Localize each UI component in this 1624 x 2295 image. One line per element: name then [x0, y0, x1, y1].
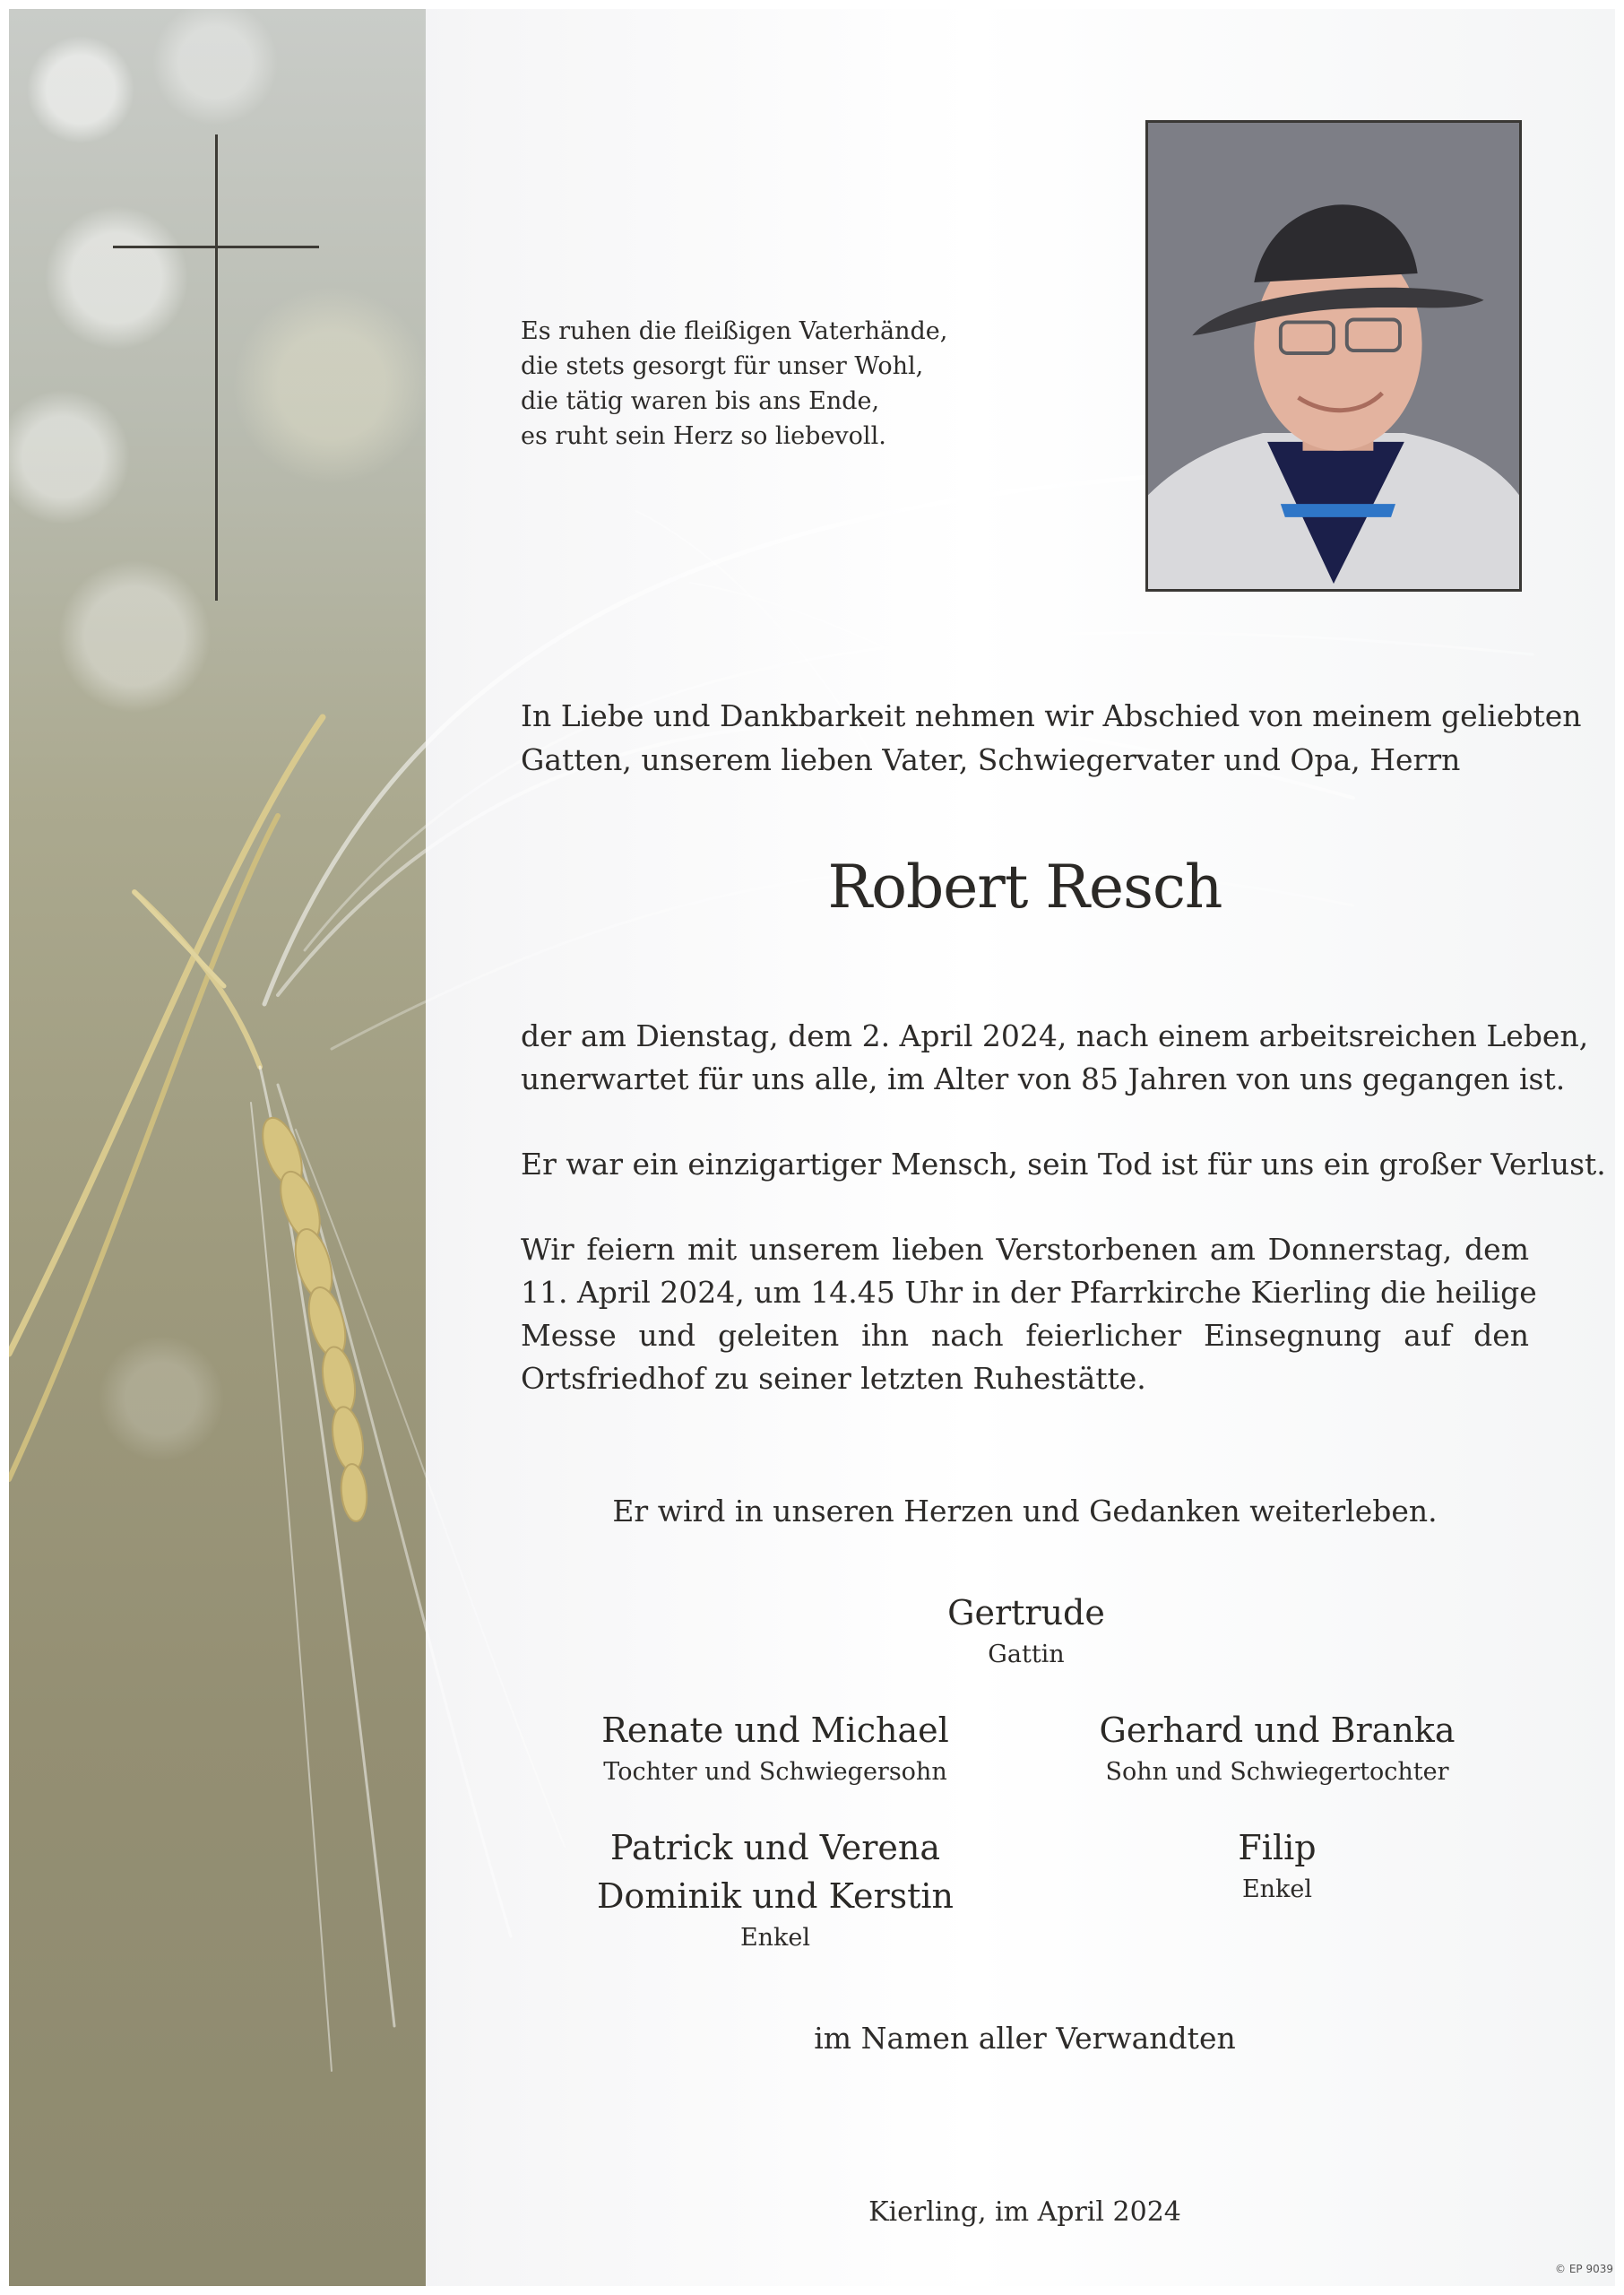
- print-code: © EP 9039: [1555, 2263, 1613, 2275]
- mourner-relation: Gattin: [988, 1641, 1065, 1668]
- poem-line: die stets gesorgt für unser Wohl,: [521, 352, 924, 380]
- mourner-entry: [1058, 1706, 1497, 1790]
- poem-line: die tätig waren bis ans Ende,: [521, 387, 880, 415]
- mourner-name: Gerhard und Branka: [1099, 1710, 1456, 1750]
- place-date: Kierling, im April 2024: [868, 2196, 1181, 2228]
- mourner-name: Dominik und Kerstin: [596, 1876, 955, 1916]
- poem-line: es ruht sein Herz so liebevoll.: [521, 422, 886, 450]
- closing-line: im Namen aller Verwandten: [814, 2021, 1236, 2056]
- paragraph-line: der am Dienstag, dem 2. April 2024, nach einem arbeitsreichen Leben,: [521, 1018, 1589, 1053]
- mourner-name: Patrick und Verena: [609, 1828, 941, 1867]
- intro-text: [521, 694, 1582, 782]
- cross-icon: [113, 134, 319, 601]
- mourner-relation: Enkel: [739, 1924, 811, 1952]
- mourner-name: Filip: [1238, 1828, 1317, 1867]
- paragraph-line: 11. April 2024, um 14.45 Uhr in der Pfarrkirche Kierling die heilige: [521, 1275, 1537, 1310]
- paragraph-line: Messe und geleiten ihn nach feierlicher Einsegnung auf den: [521, 1318, 1529, 1353]
- memorial-motto: Er wird in unseren Herzen und Gedanken weiterleben.: [612, 1494, 1438, 1529]
- paragraph-line: Wir feiern mit unserem lieben Verstorbenen am Donnerstag, dem: [521, 1232, 1529, 1267]
- mourner-name: Renate und Michael: [601, 1710, 949, 1750]
- death-notice-paragraph: [521, 1015, 1589, 1101]
- mourner-entry: [869, 1589, 1183, 1673]
- mourner-relation: Enkel: [1241, 1875, 1313, 1903]
- funeral-paragraph: [521, 1228, 1537, 1400]
- obituary-sheet: [9, 9, 1615, 2286]
- poem: [521, 314, 1023, 454]
- mourner-entry: [565, 1706, 986, 1790]
- paragraph-line: Ortsfriedhof zu seiner letzten Ruhestätte.: [521, 1361, 1146, 1396]
- deceased-name: Robert Resch: [827, 853, 1222, 922]
- mourner-relation: Sohn und Schwiegertochter: [1105, 1758, 1449, 1786]
- mourner-entry: [1120, 1823, 1434, 1908]
- paragraph-line: Er war ein einzigartiger Mensch, sein Tod ist für uns ein großer Verlust.: [521, 1147, 1606, 1182]
- poem-line: Es ruhen die fleißigen Vaterhände,: [521, 317, 948, 345]
- mourner-name: Gertrude: [947, 1593, 1105, 1632]
- mourner-entry: [565, 1823, 986, 1956]
- intro-line: Gatten, unserem lieben Vater, Schwiegervater und Opa, Herrn: [521, 742, 1461, 777]
- intro-line: In Liebe und Dankbarkeit nehmen wir Abschied von meinem geliebten: [521, 698, 1582, 733]
- portrait-photo: [1145, 120, 1522, 592]
- mourner-relation: Tochter und Schwiegersohn: [603, 1758, 947, 1786]
- tribute-paragraph: [521, 1143, 1606, 1186]
- paragraph-line: unerwartet für uns alle, im Alter von 85 Jahren von uns gegangen ist.: [521, 1061, 1566, 1096]
